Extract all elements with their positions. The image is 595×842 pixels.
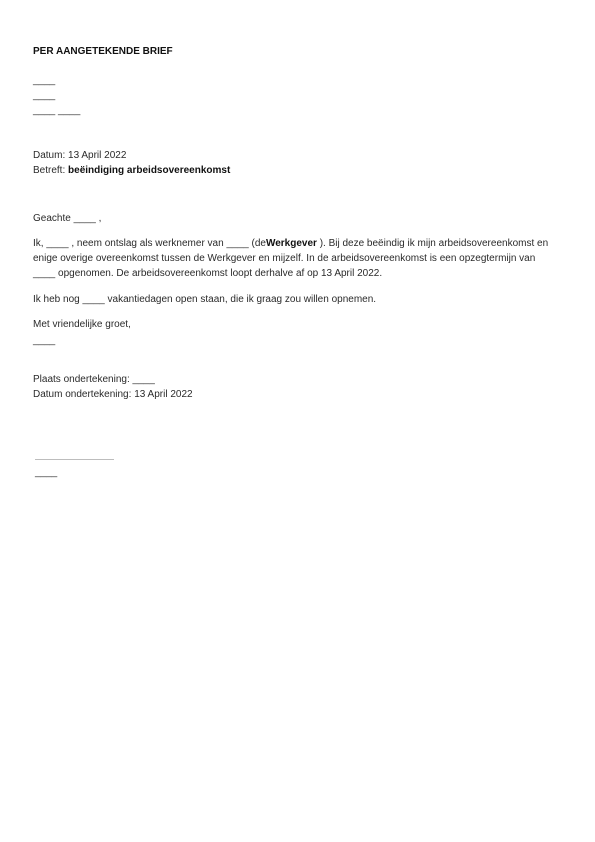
subject-label: Betreft: [33, 165, 66, 176]
p2-text-b: vakantiedagen open staan, die ik graag zou willen opnemen. [107, 294, 377, 305]
letter-heading: PER AANGETEKENDE BRIEF [33, 46, 173, 57]
sign-date-value: 13 April 2022 [134, 389, 193, 400]
salutation-blank: ____ [73, 213, 96, 224]
place-value: ____ [132, 374, 155, 385]
subject-line [33, 164, 230, 177]
p1-blank-1: ____ [46, 238, 69, 249]
p2-blank: ____ [82, 294, 105, 305]
p1-blank-2: ____ [226, 238, 249, 249]
p1-text-b: , neem ontslag als werknemer van [71, 238, 224, 249]
closing-name: ____ [33, 335, 56, 346]
date-label: Datum: [33, 150, 66, 161]
place-label: Plaats ondertekening: [33, 374, 130, 385]
signature-name: ____ [35, 467, 58, 478]
paragraph-1-line-3 [33, 267, 382, 280]
paragraph-1-line-2: enige overige overeenkomst tussen de Werkgever en mijzelf. In de arbeidsovereenkomst is een opzegtermijn van [33, 253, 536, 264]
p1-text-a: Ik, [33, 238, 44, 249]
p2-text-a: Ik heb nog [33, 294, 80, 305]
p1-text-e: opgenomen. De arbeidsovereenkomst loopt derhalve af op 13 April 2022. [58, 268, 383, 279]
date-line [33, 149, 126, 162]
p1-text-c: (de [251, 238, 266, 249]
sign-date-line [33, 388, 193, 401]
signature-line [35, 459, 114, 460]
p1-blank-3: ____ [33, 268, 56, 279]
address-line-2: ____ [33, 90, 56, 101]
paragraph-2 [33, 293, 376, 306]
closing: Met vriendelijke groet, [33, 319, 131, 330]
subject-value: beëindiging arbeidsovereenkomst [68, 165, 231, 176]
address-line-3: ____ ____ [33, 105, 81, 116]
salutation-word: Geachte [33, 213, 71, 224]
place-line [33, 373, 155, 386]
salutation [33, 212, 101, 225]
address-line-1: ____ [33, 75, 56, 86]
salutation-trail: , [98, 213, 102, 224]
sign-date-label: Datum ondertekening: [33, 389, 132, 400]
paragraph-1-line-1 [33, 237, 548, 250]
p1-text-d: ). Bij deze beëindig ik mijn arbeidsovereenkomst en [319, 238, 549, 249]
p1-bold-werkgever: Werkgever [265, 238, 317, 249]
date-value: 13 April 2022 [68, 150, 127, 161]
